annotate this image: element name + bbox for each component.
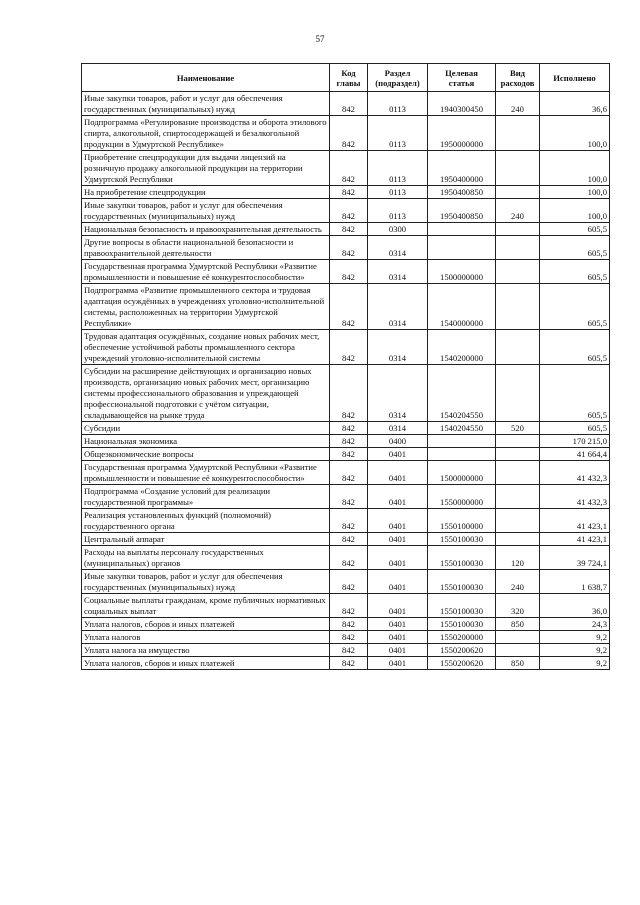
table-row	[82, 533, 610, 546]
cell-amount: 9,2	[540, 644, 610, 657]
cell-amount: 170 215,0	[540, 435, 610, 448]
cell-type	[496, 631, 540, 644]
header-type	[496, 64, 540, 92]
cell-name: Другие вопросы в области национальной безопасности и правоохранительной деятельности	[82, 236, 330, 260]
cell-amount: 100,0	[540, 199, 610, 223]
cell-type: 240	[496, 199, 540, 223]
table-row	[82, 223, 610, 236]
cell-name: Подпрограмма «Регулирование производства и оборота этилового спирта, алкогольной, спиртосодержащей и безалкогольной продукции в Удмуртской Республике»	[82, 116, 330, 151]
cell-amount: 39 724,1	[540, 546, 610, 570]
cell-type	[496, 260, 540, 284]
expenditure-table	[81, 63, 610, 670]
cell-type: 850	[496, 618, 540, 631]
cell-code: 842	[330, 435, 368, 448]
cell-target: 1540204550	[428, 365, 496, 422]
cell-code: 842	[330, 644, 368, 657]
header-section-line1: Раздел	[384, 67, 411, 78]
cell-section: 0401	[368, 618, 428, 631]
table-row	[82, 284, 610, 330]
cell-target: 1550100030	[428, 570, 496, 594]
cell-target	[428, 435, 496, 448]
cell-code: 842	[330, 509, 368, 533]
cell-type	[496, 151, 540, 186]
cell-target: 1550100030	[428, 533, 496, 546]
cell-section: 0314	[368, 236, 428, 260]
cell-amount: 41 423,1	[540, 509, 610, 533]
cell-name: Уплата налога на имущество	[82, 644, 330, 657]
table-row	[82, 435, 610, 448]
cell-name: Уплата налогов	[82, 631, 330, 644]
cell-amount: 9,2	[540, 657, 610, 670]
table-row	[82, 199, 610, 223]
cell-code: 842	[330, 570, 368, 594]
cell-target: 1940300450	[428, 92, 496, 116]
header-name: Наименование	[82, 64, 330, 92]
cell-section: 0314	[368, 365, 428, 422]
cell-amount: 605,5	[540, 260, 610, 284]
cell-section: 0300	[368, 223, 428, 236]
cell-section: 0314	[368, 330, 428, 365]
cell-target: 1500000000	[428, 260, 496, 284]
cell-name: Субсидии на расширение действующих и организацию новых производств, организацию новых рабочих мест, организацию системы профессионального образования и упреждающей профессиональной подготовки с учётом ситуации, складывающейся на рынке труда	[82, 365, 330, 422]
cell-name: Реализация установленных функций (полномочий) государственного органа	[82, 509, 330, 533]
table-body	[82, 92, 610, 670]
header-section	[368, 64, 428, 92]
cell-amount: 605,5	[540, 422, 610, 435]
header-code-line1: Код	[341, 67, 356, 78]
cell-name: Иные закупки товаров, работ и услуг для обеспечения государственных (муниципальных) нужд	[82, 92, 330, 116]
cell-type	[496, 485, 540, 509]
cell-amount: 605,5	[540, 223, 610, 236]
cell-name: Уплата налогов, сборов и иных платежей	[82, 618, 330, 631]
header-type-line2: расходов	[500, 77, 535, 88]
cell-target	[428, 236, 496, 260]
cell-code: 842	[330, 618, 368, 631]
header-target	[428, 64, 496, 92]
cell-amount: 100,0	[540, 116, 610, 151]
cell-type	[496, 435, 540, 448]
cell-type	[496, 330, 540, 365]
table-row	[82, 461, 610, 485]
cell-code: 842	[330, 92, 368, 116]
cell-amount: 605,5	[540, 236, 610, 260]
table-row	[82, 570, 610, 594]
cell-code: 842	[330, 422, 368, 435]
cell-section: 0314	[368, 422, 428, 435]
header-executed: Исполнено	[540, 64, 610, 92]
cell-amount: 36,0	[540, 594, 610, 618]
cell-section: 0401	[368, 594, 428, 618]
cell-target: 1550200620	[428, 644, 496, 657]
cell-target	[428, 223, 496, 236]
cell-amount: 1 638,7	[540, 570, 610, 594]
cell-code: 842	[330, 546, 368, 570]
cell-code: 842	[330, 284, 368, 330]
cell-section: 0401	[368, 657, 428, 670]
cell-amount: 41 432,3	[540, 461, 610, 485]
cell-target: 1950400850	[428, 186, 496, 199]
cell-name: Государственная программа Удмуртской Республики «Развитие промышленности и повышение её конкурентоспособности»	[82, 260, 330, 284]
cell-amount: 41 664,4	[540, 448, 610, 461]
cell-target: 1550200620	[428, 657, 496, 670]
cell-type	[496, 116, 540, 151]
table-row	[82, 260, 610, 284]
table-row	[82, 509, 610, 533]
cell-type	[496, 236, 540, 260]
header-section-line2: (подраздел)	[375, 77, 420, 88]
cell-amount: 605,5	[540, 365, 610, 422]
cell-name: Национальная экономика	[82, 435, 330, 448]
cell-name: Социальные выплаты гражданам, кроме публичных нормативных социальных выплат	[82, 594, 330, 618]
cell-code: 842	[330, 533, 368, 546]
cell-section: 0113	[368, 92, 428, 116]
cell-code: 842	[330, 236, 368, 260]
header-target-line2: статья	[448, 77, 475, 88]
cell-type	[496, 365, 540, 422]
cell-target: 1950000000	[428, 116, 496, 151]
cell-type: 320	[496, 594, 540, 618]
cell-type: 520	[496, 422, 540, 435]
cell-name: Субсидии	[82, 422, 330, 435]
cell-amount: 41 423,1	[540, 533, 610, 546]
cell-section: 0401	[368, 570, 428, 594]
cell-type: 120	[496, 546, 540, 570]
cell-type: 240	[496, 92, 540, 116]
cell-code: 842	[330, 199, 368, 223]
table-row	[82, 116, 610, 151]
header-type-line1: Вид	[509, 67, 526, 78]
cell-type	[496, 533, 540, 546]
cell-type	[496, 461, 540, 485]
cell-section: 0401	[368, 546, 428, 570]
table-row	[82, 618, 610, 631]
cell-target: 1550100030	[428, 594, 496, 618]
header-code	[330, 64, 368, 92]
cell-amount: 605,5	[540, 284, 610, 330]
cell-target: 1540204550	[428, 422, 496, 435]
table-row	[82, 186, 610, 199]
table-row	[82, 422, 610, 435]
cell-name: Подпрограмма «Создание условий для реализации государственной программы»	[82, 485, 330, 509]
cell-type	[496, 644, 540, 657]
cell-name: Государственная программа Удмуртской Республики «Развитие промышленности и повышение её конкурентоспособности»	[82, 461, 330, 485]
cell-section: 0314	[368, 260, 428, 284]
header-target-line1: Целевая	[445, 67, 478, 78]
table-row	[82, 657, 610, 670]
table-row	[82, 365, 610, 422]
cell-name: Подпрограмма «Развитие промышленного сектора и трудовая адаптация осуждённых в учреждениях уголовно-исполнительной системы, расположенных на территории Удмуртской Республики»	[82, 284, 330, 330]
table-row	[82, 546, 610, 570]
cell-code: 842	[330, 116, 368, 151]
cell-amount: 24,3	[540, 618, 610, 631]
cell-target	[428, 448, 496, 461]
page-number: 57	[315, 34, 325, 44]
cell-code: 842	[330, 594, 368, 618]
cell-name: Уплата налогов, сборов и иных платежей	[82, 657, 330, 670]
header-code-line2: главы	[336, 77, 361, 88]
cell-type: 240	[496, 570, 540, 594]
cell-name: Иные закупки товаров, работ и услуг для обеспечения государственных (муниципальных) нужд	[82, 570, 330, 594]
cell-code: 842	[330, 330, 368, 365]
cell-code: 842	[330, 223, 368, 236]
cell-name: На приобретение спецпродукции	[82, 186, 330, 199]
cell-code: 842	[330, 151, 368, 186]
table-row	[82, 448, 610, 461]
cell-name: Центральный аппарат	[82, 533, 330, 546]
cell-section: 0400	[368, 435, 428, 448]
cell-target: 1550100030	[428, 618, 496, 631]
cell-type	[496, 509, 540, 533]
table-row	[82, 236, 610, 260]
cell-target: 1550200000	[428, 631, 496, 644]
cell-name: Приобретение спецпродукции для выдачи лицензий на розничную продажу алкогольной продукции на территории Удмуртской Республики	[82, 151, 330, 186]
cell-section: 0113	[368, 116, 428, 151]
cell-name: Трудовая адаптация осуждённых, создание новых рабочих мест, обеспечение устойчивой работы промышленного сектора учреждений уголовно-исполнительной системы	[82, 330, 330, 365]
cell-amount: 36,6	[540, 92, 610, 116]
cell-name: Национальная безопасность и правоохранительная деятельность	[82, 223, 330, 236]
cell-section: 0401	[368, 461, 428, 485]
cell-section: 0401	[368, 485, 428, 509]
cell-code: 842	[330, 186, 368, 199]
cell-amount: 100,0	[540, 151, 610, 186]
cell-name: Общеэкономические вопросы	[82, 448, 330, 461]
table-row	[82, 151, 610, 186]
cell-code: 842	[330, 260, 368, 284]
cell-type	[496, 448, 540, 461]
cell-target: 1950400000	[428, 151, 496, 186]
cell-type	[496, 284, 540, 330]
cell-target: 1540000000	[428, 284, 496, 330]
table-header-row	[82, 64, 610, 92]
cell-code: 842	[330, 461, 368, 485]
cell-code: 842	[330, 448, 368, 461]
cell-target: 1550000000	[428, 485, 496, 509]
cell-code: 842	[330, 365, 368, 422]
cell-target: 1550100000	[428, 509, 496, 533]
cell-section: 0113	[368, 186, 428, 199]
table-row	[82, 594, 610, 618]
cell-code: 842	[330, 485, 368, 509]
cell-section: 0401	[368, 533, 428, 546]
table-row	[82, 644, 610, 657]
cell-amount: 605,5	[540, 330, 610, 365]
cell-section: 0401	[368, 448, 428, 461]
cell-target: 1500000000	[428, 461, 496, 485]
cell-type	[496, 186, 540, 199]
table-row	[82, 485, 610, 509]
cell-type	[496, 223, 540, 236]
cell-amount: 41 432,3	[540, 485, 610, 509]
table-row	[82, 631, 610, 644]
cell-target: 1550100030	[428, 546, 496, 570]
cell-code: 842	[330, 657, 368, 670]
cell-amount: 9,2	[540, 631, 610, 644]
cell-type: 850	[496, 657, 540, 670]
cell-target: 1540200000	[428, 330, 496, 365]
cell-section: 0401	[368, 509, 428, 533]
cell-target: 1950400850	[428, 199, 496, 223]
table-row	[82, 92, 610, 116]
cell-amount: 100,0	[540, 186, 610, 199]
table-row	[82, 330, 610, 365]
cell-name: Расходы на выплаты персоналу государственных (муниципальных) органов	[82, 546, 330, 570]
cell-name: Иные закупки товаров, работ и услуг для обеспечения государственных (муниципальных) нужд	[82, 199, 330, 223]
cell-section: 0401	[368, 644, 428, 657]
cell-section: 0113	[368, 199, 428, 223]
cell-section: 0314	[368, 284, 428, 330]
cell-section: 0113	[368, 151, 428, 186]
cell-section: 0401	[368, 631, 428, 644]
cell-code: 842	[330, 631, 368, 644]
